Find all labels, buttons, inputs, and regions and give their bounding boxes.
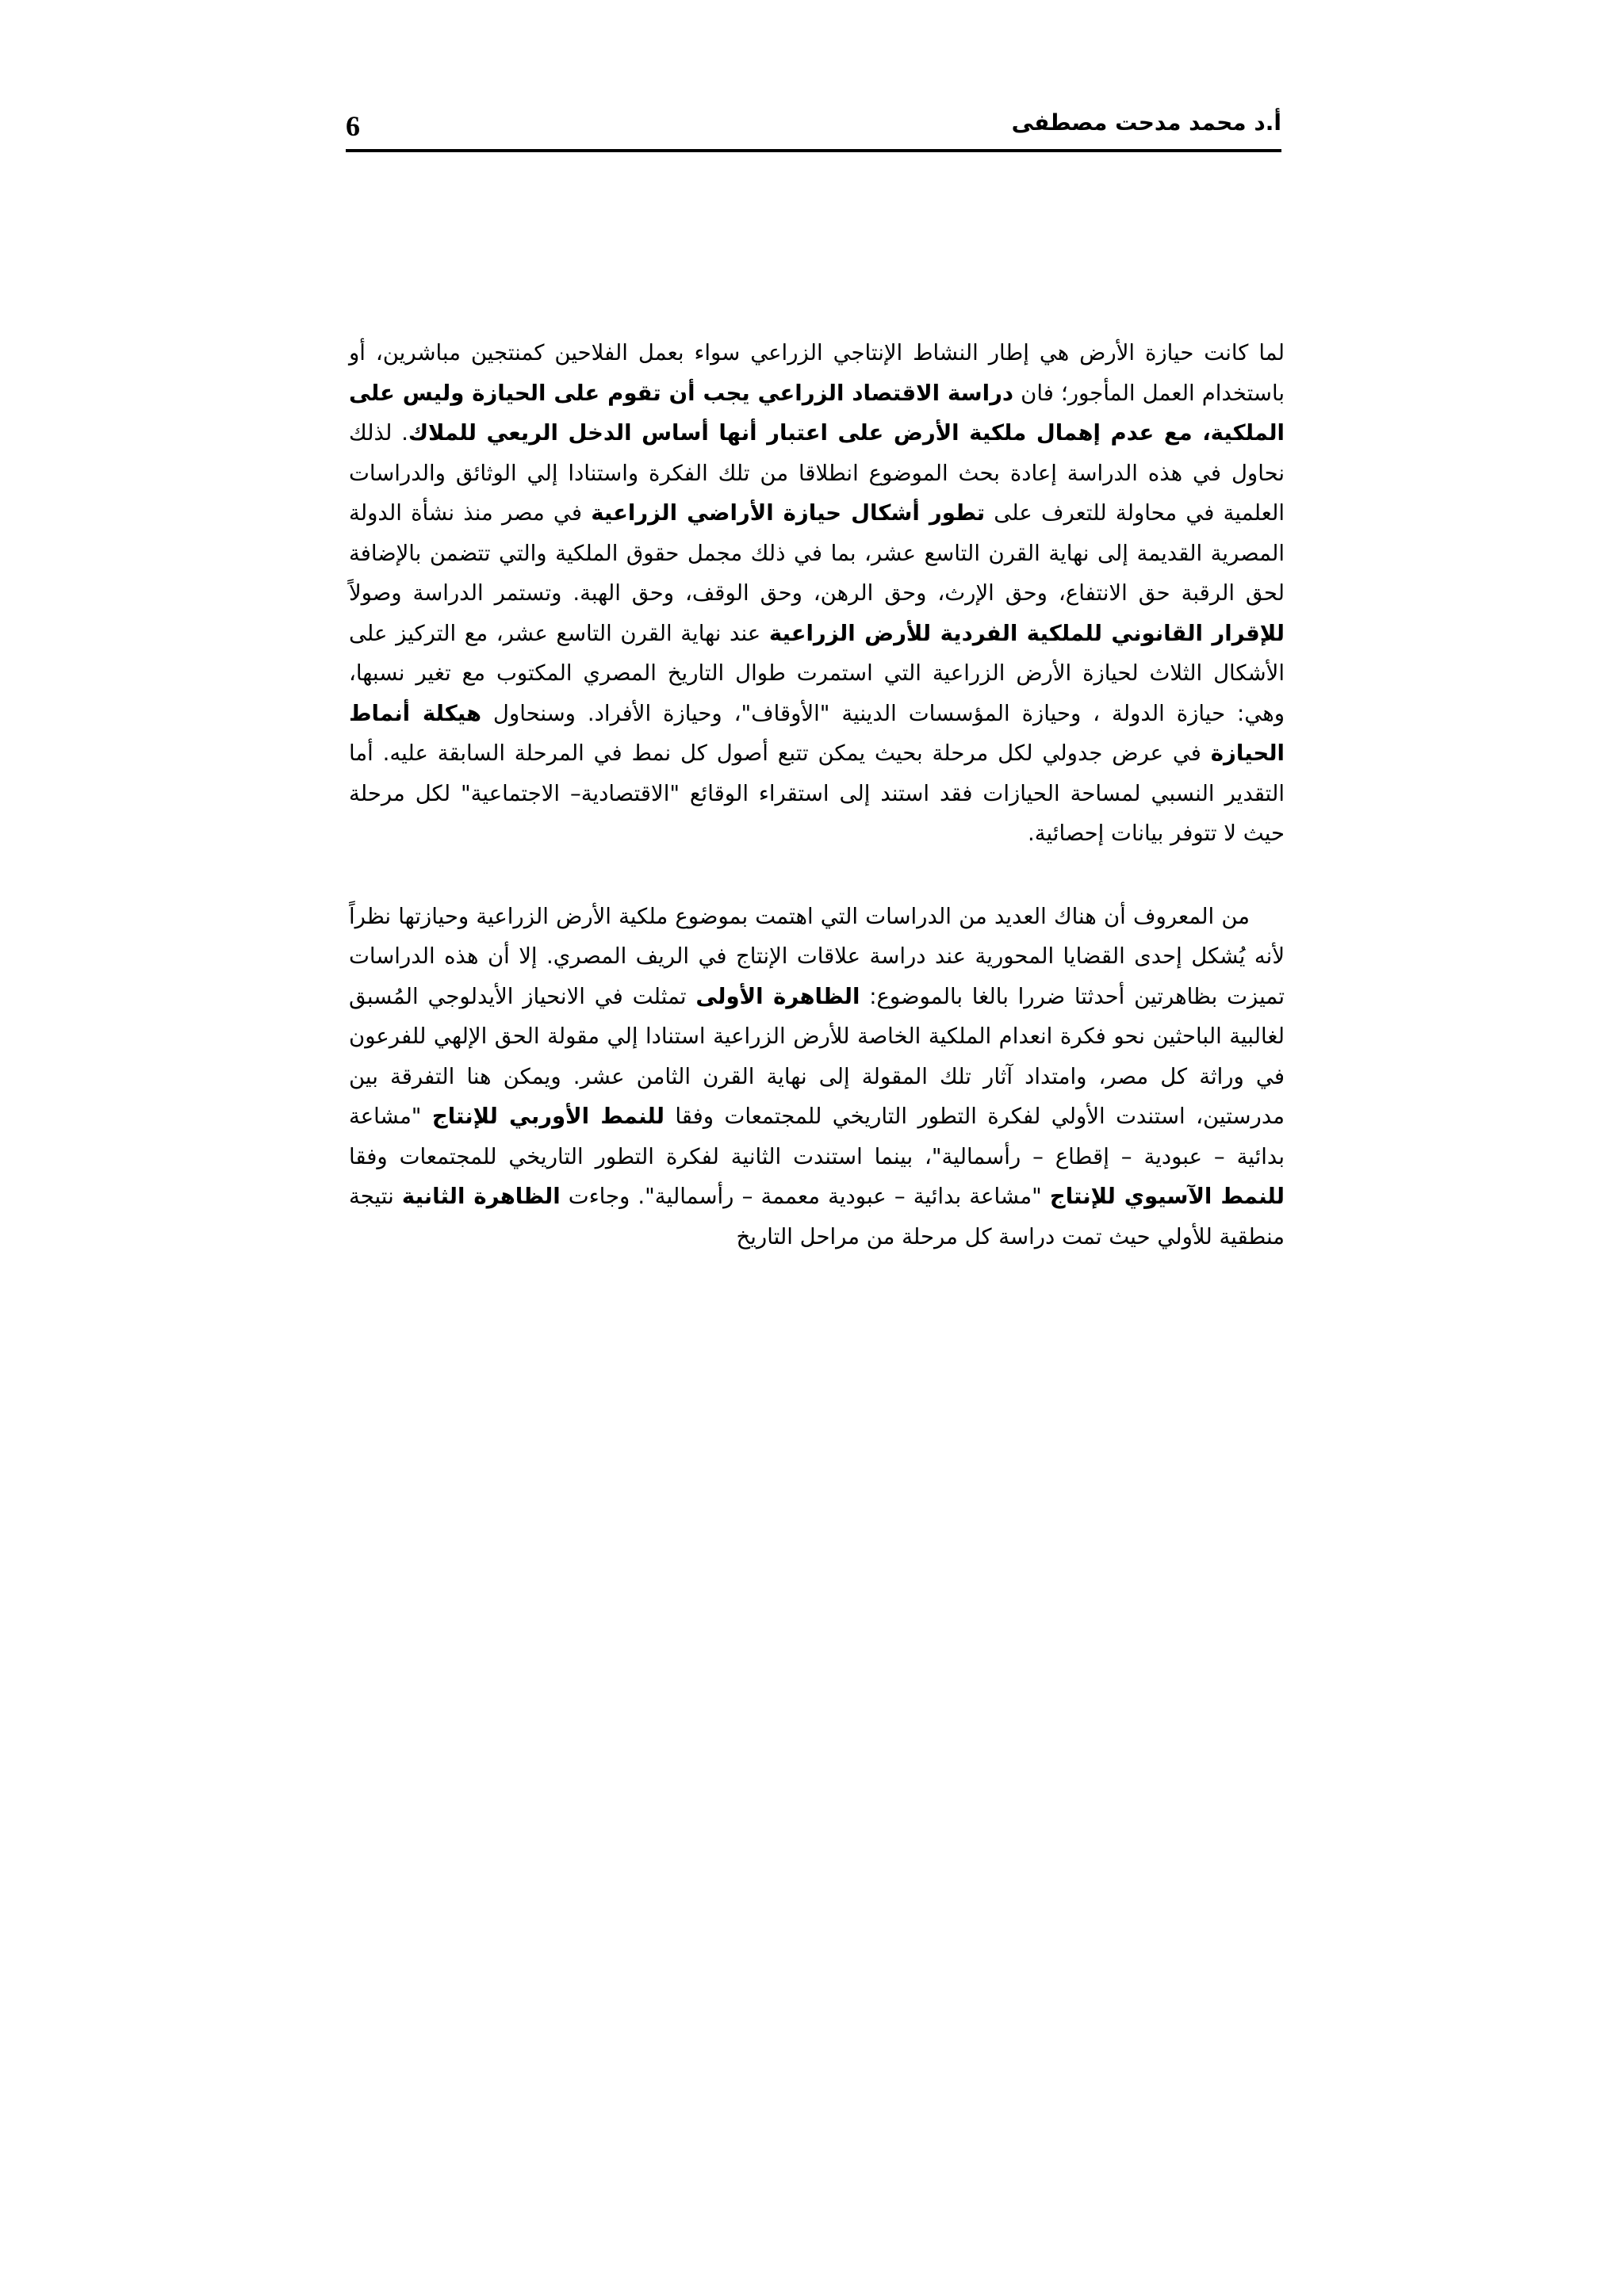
text-run: "مشاعة بدائية – عبودية معممة – رأسمالية". وجاءت [560,1184,1050,1209]
emphasis-run: للنمط الأوربي للإنتاج [431,1104,665,1129]
text-run: في عرض جدولي لكل مرحلة بحيث يمكن تتبع أصول كل نمط في المرحلة السابقة عليه. أما التقدير النسبي لمساحة الحيازات فقد استند إلى استقراء الوقائع "الاقتصادية– الاجتماعية" لكل مرحلة حيث لا تتوفر بيانات إحصائية. [349,740,1285,846]
emphasis-run: هيكلة أنماط الحيازة [349,700,1285,766]
text-run: . لذلك نحاول في هذه الدراسة إعادة بحث الموضوع انطلاقا من تلك الفكرة واستنادا إلي الوثائق والدراسات العلمية في محاولة للتعرف على [349,420,1285,526]
emphasis-run: للنمط الآسيوي للإنتاج [1049,1184,1285,1209]
text-run: عند نهاية القرن التاسع عشر، مع التركيز على الأشكال الثلاث لحيازة الأرض الزراعية التي استمرت طوال التاريخ المصري المكتوب مع تغير نسبها، وهي: حيازة الدولة ، وحيازة المؤسسات الدينية "الأوقاف"، وحيازة الأفراد. وسنحاول [349,620,1285,726]
emphasis-run: الظاهرة الأولى [695,983,860,1009]
text-run: تمثلت في الانحياز الأيدلوجي المُسبق لغالبية الباحثين نحو فكرة انعدام الملكية الخاصة للأرض الزراعية استنادا إلي مقولة الحق الإلهي للفرعون في وراثة كل مصر، وامتداد آثار تلك المقولة إلى نهاية القرن الثامن عشر. ويمكن هنا التفرقة بين مدرستين، استندت الأولي لفكرة التطور التاريخي للمجتمعات وفقا [349,983,1285,1129]
paragraph-1 [349,333,1285,854]
emphasis-run: الظاهرة الثانية [401,1184,561,1209]
author-name: أ.د محمد مدحت مصطفى [1011,109,1281,136]
text-run: لما كانت حيازة الأرض هي إطار النشاط الإنتاجي الزراعي سواء بعمل الفلاحين كمنتجين مباشرين، أو باستخدام العمل المأجور؛ فان [349,340,1285,406]
emphasis-run: للإقرار القانوني للملكية الفردية للأرض الزراعية [768,620,1285,646]
emphasis-run: تطور أشكال حيازة الأراضي الزراعية [591,500,986,526]
text-run: "مشاعة بدائية – عبودية – إقطاع – رأسمالية"، بينما استندت الثانية لفكرة التطور التاريخي للمجتمعات وفقا [349,1104,1285,1169]
text-run: نتيجة منطقية للأولي حيث تمت دراسة كل مرحلة من مراحل التاريخ [349,1184,1285,1249]
text-run: من المعروف أن هناك العديد من الدراسات التي اهتمت بموضوع ملكية الأرض الزراعية وحيازتها نظراً لأنه يُشكل إحدى القضايا المحورية عند دراسة علاقات الإنتاج في الريف المصري. إلا أن هذه الدراسات تميزت بظاهرتين أحدثتا ضررا بالغا بالموضوع: [349,903,1285,1009]
emphasis-run: دراسة الاقتصاد الزراعي يجب أن تقوم على الحيازة وليس على الملكية، مع عدم إهمال ملكية الأرض على اعتبار أنها أساس الدخل الريعي للملاك [349,380,1285,446]
page-number: 6 [346,110,360,142]
text-run: في مصر منذ نشأة الدولة المصرية القديمة إلى نهاية القرن التاسع عشر، بما في ذلك مجمل حقوق الملكية والتي تتضمن بالإضافة لحق الرقبة حق الانتفاع، وحق الإرث، وحق الرهن، وحق الوقف، وحق الهبة. وتستمر الدراسة وصولاً [349,500,1285,606]
header-rule [346,149,1281,152]
paragraph-2 [349,897,1285,1257]
running-header [346,101,1281,149]
body-text [349,333,1285,1257]
